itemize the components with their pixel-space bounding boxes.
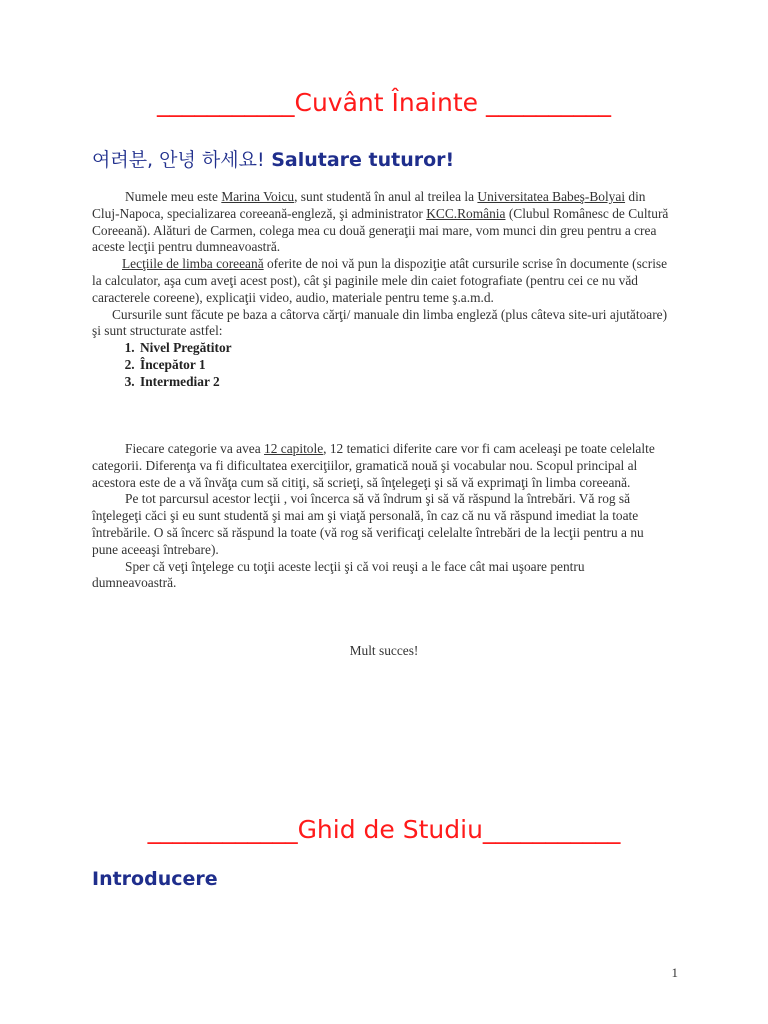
study-guide-heading [0, 815, 768, 844]
details-paragraph-1 [92, 441, 672, 491]
list-item: 2. Începător 1 [138, 357, 672, 374]
heading-title: Cuvânt Înainte [294, 88, 479, 117]
heading-left-rule: ___________ [157, 88, 295, 117]
foreword-heading [0, 88, 768, 117]
heading-right-rule: __________ [478, 88, 611, 117]
greeting-korean: 여려분, 안녕 하세요! [92, 149, 265, 171]
intro-paragraph-3: Cursurile sunt făcute pe baza a câtorva cărţi/ manuale din limba engleză (plus câteva site-uri ajutătoare) şi sunt structurate astfel: [92, 306, 668, 339]
chapters-link[interactable]: 12 capitole [264, 441, 324, 456]
intro-section [92, 189, 672, 391]
kcc-romania-link[interactable]: KCC.România [426, 205, 506, 221]
heading-title: Ghid de Studiu [297, 815, 483, 844]
author-name-link[interactable]: Marina Voicu [221, 189, 295, 204]
closing-line: Mult succes! [349, 643, 419, 658]
text-span: , 12 tematici diferite care vor fi cam aceleaşi pe toate celelalte categorii. Diferenţa va fi dificultatea exerciţiilor, gramatică nouă şi vocabular nou. Scopul principal al acestora este de a vă învăţa cum să citiţi, să scrieţi, să înţelegeţi şi să vă exprimaţi în limba coreeană. [92, 441, 655, 490]
korean-lessons-link[interactable]: Lecţiile de limba coreeană [122, 256, 264, 272]
text-span: Numele meu este [125, 189, 222, 204]
heading-left-rule: ____________ [147, 815, 298, 844]
list-item: 1. Nivel Pregătitor [138, 340, 672, 357]
details-section [92, 441, 672, 592]
list-item: 3. Intermediar 2 [138, 374, 672, 391]
intro-paragraph-1 [92, 189, 672, 256]
university-link[interactable]: Universitatea Babeş-Bolyai [477, 189, 626, 204]
greeting-latin: Salutare tuturor! [264, 149, 455, 171]
text-span: oferite de noi vă pun la dispoziţie atât cursurile scrise în documente (scrise la calculator, aşa cum aveţi acest post), cât şi paginile mele din caiet fotografiate (pentru cei ce nu văd caracterele coreene), explicaţii video, audio, materiale pentru teme ş.a.m.d. [92, 256, 668, 305]
text-span: , sunt studentă în anul al treilea la [294, 189, 478, 204]
levels-list [92, 340, 672, 390]
page-number: 1 [671, 965, 678, 980]
text-span: Fiecare categorie va avea [125, 441, 265, 456]
text-span: (Clubul Românesc de Cultură Coreeană). Alături de Carmen, colega mea cu două generaţii mai mare, vom munci din greu pentru a crea aceste lecţii pentru dumneavoastră. [92, 205, 669, 255]
greeting-line [92, 145, 454, 172]
details-paragraph-3: Sper că veţi înţelege cu toţii aceste lecţii şi că voi reuşi a le face cât mai uşoare pentru dumneavoastră. [92, 558, 585, 591]
intro-paragraph-2 [92, 256, 672, 306]
details-paragraph-2: Pe tot parcursul acestor lecţii , voi încerca să vă îndrum şi să vă răspund la întrebări. Vă rog să înţelegeţi căci şi eu sunt studentă şi mai am şi viaţă personală, în caz că nu vă răspund imediat la toate întrebările. O să încerc să răspund la toate (vă rog să verificaţi celelalte întrebări de la lecţii pentru a nu pune aceeaşi întrebare). [92, 491, 644, 557]
heading-right-rule: ___________ [482, 815, 621, 844]
introduction-subheading: Introducere [92, 868, 218, 890]
text-span: din Cluj-Napoca, specializarea coreeană-engleză, şi administrator [92, 189, 646, 221]
